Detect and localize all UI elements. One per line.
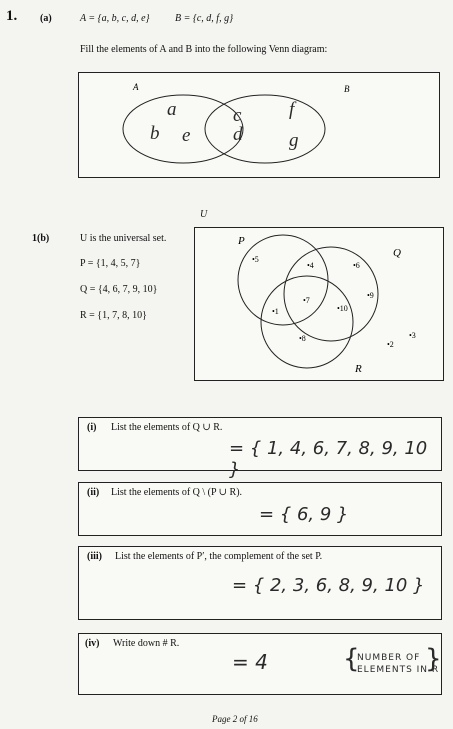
set-b-ellipse: [205, 95, 325, 163]
element-d: d: [233, 124, 243, 145]
subpart-iii-label: (iii): [87, 551, 102, 562]
set-q-definition: Q = {4, 6, 7, 9, 10}: [80, 284, 158, 295]
subpart-iv-answer[interactable]: = 4: [232, 650, 268, 674]
part-a-label: (a): [40, 13, 52, 24]
brace-close: }: [425, 644, 442, 674]
element-e: e: [182, 125, 191, 146]
label-r: R: [355, 363, 362, 375]
point-8: •8: [299, 334, 306, 343]
part-a-instruction: Fill the elements of A and B into the following Venn diagram:: [80, 44, 328, 55]
venn-diagram-b: [194, 227, 444, 381]
question-number: 1.: [6, 8, 18, 24]
point-4: •4: [307, 261, 314, 270]
point-3: •3: [409, 331, 416, 340]
set-r-circle: [261, 276, 353, 368]
element-b: b: [150, 123, 160, 144]
subpart-iv-label: (iv): [85, 638, 100, 649]
set-p-circle: [238, 235, 328, 325]
label-q: Q: [393, 247, 401, 259]
label-p: P: [238, 235, 245, 247]
set-a-definition: A = {a, b, c, d, e}: [80, 13, 150, 24]
point-10: •10: [337, 304, 348, 313]
point-6: •6: [353, 261, 360, 270]
note-line-1: NUMBER OF: [357, 653, 421, 663]
subpart-i-label: (i): [87, 422, 97, 433]
note-line-2: ELEMENTS IN R: [357, 665, 440, 675]
subpart-i-answer[interactable]: = { 1, 4, 6, 7, 8, 9, 10 }: [229, 438, 428, 480]
point-1: •1: [272, 307, 279, 316]
venn-b-svg: [195, 228, 443, 380]
answer-box-iii: [78, 546, 442, 620]
element-f: f: [289, 99, 295, 120]
label-b: B: [344, 84, 350, 94]
set-b-definition: B = {c, d, f, g}: [175, 13, 234, 24]
answer-box-ii: [78, 482, 442, 536]
label-u: U: [200, 209, 208, 220]
subpart-iv-prompt: Write down # R.: [113, 638, 180, 649]
point-9: •9: [367, 291, 374, 300]
set-r-definition: R = {1, 7, 8, 10}: [80, 310, 147, 321]
subpart-ii-label: (ii): [87, 487, 100, 498]
set-q-circle: [284, 247, 378, 341]
subpart-iii-answer[interactable]: = { 2, 3, 6, 8, 9, 10 }: [232, 575, 425, 596]
venn-diagram-a: [78, 72, 440, 178]
brace-open: {: [343, 644, 360, 674]
subpart-iii-prompt: List the elements of P′, the complement of the set P.: [115, 551, 323, 562]
point-2: •2: [387, 340, 394, 349]
label-a: A: [133, 82, 139, 92]
part-b-label: 1(b): [32, 233, 50, 244]
element-a: a: [167, 99, 177, 120]
venn-a-svg: [79, 73, 439, 177]
element-c: c: [233, 105, 242, 126]
point-7: •7: [303, 296, 310, 305]
answer-box-iv: [78, 633, 442, 695]
subpart-ii-answer[interactable]: = { 6, 9 }: [259, 504, 349, 525]
set-p-definition: P = {1, 4, 5, 7}: [80, 258, 141, 269]
subpart-ii-prompt: List the elements of Q \ (P ∪ R).: [111, 487, 243, 498]
subpart-i-prompt: List the elements of Q ∪ R.: [111, 422, 223, 433]
answer-box-i: [78, 417, 442, 480]
universal-set-note: U is the universal set.: [80, 233, 167, 244]
page-footer: Page 2 of 16: [212, 714, 258, 724]
element-g: g: [289, 130, 299, 151]
point-5: •5: [252, 255, 259, 264]
